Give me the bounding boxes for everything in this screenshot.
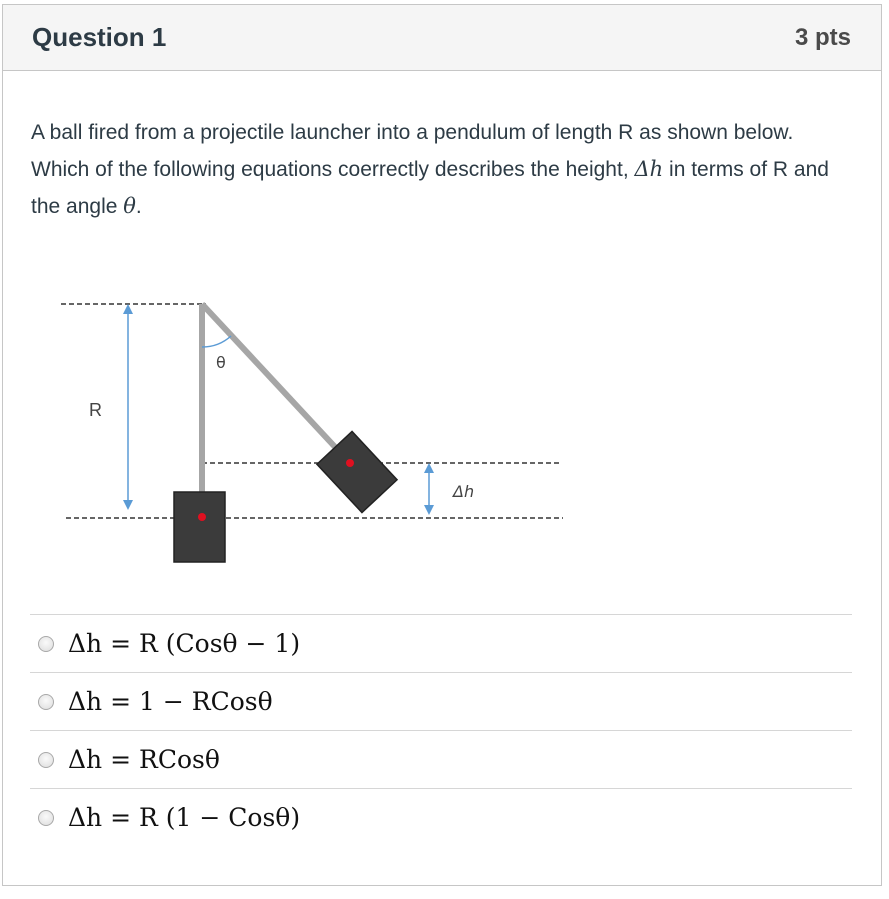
answer-text: Δh = 1 − RCosθ (68, 687, 273, 716)
swung-block-center (346, 459, 354, 467)
delta-h-arrow-bottom-head (424, 505, 434, 515)
question-text-part2: in terms of R and the angle (31, 158, 829, 218)
question-text-part3: . (135, 195, 142, 218)
question-title: Question 1 (32, 22, 167, 52)
answer-text: Δh = RCosθ (68, 745, 220, 774)
question-points: 3 pts (794, 23, 851, 51)
question-text (31, 115, 831, 225)
answer-list (30, 614, 852, 846)
question-body (3, 115, 881, 225)
answer-option-1[interactable] (30, 614, 852, 672)
question-text-part1: A ball fired from a projectile launcher into a pendulum of length R as shown below. Which of the following equations coerrectly describes the height, (31, 121, 794, 181)
answer-text: Δh = R (Cosθ − 1) (68, 629, 301, 658)
radio-button[interactable] (38, 636, 54, 652)
delta-h-label: Δh (453, 482, 475, 501)
r-arrow-top-head (123, 304, 133, 314)
answer-option-4[interactable] (30, 788, 852, 846)
answer-option-3[interactable] (30, 730, 852, 788)
r-arrow-bottom-head (123, 500, 133, 510)
delta-h-arrow-top-head (424, 463, 434, 473)
question-header (3, 5, 881, 71)
pendulum-diagram (56, 294, 576, 584)
answer-option-2[interactable] (30, 672, 852, 730)
radio-button[interactable] (38, 810, 54, 826)
theta-symbol: θ (123, 194, 136, 218)
radio-button[interactable] (38, 694, 54, 710)
hanging-block (174, 492, 225, 562)
radio-button[interactable] (38, 752, 54, 768)
theta-label: θ (216, 353, 226, 372)
answer-text: Δh = R (1 − Cosθ) (68, 803, 301, 832)
theta-arc (202, 336, 231, 347)
delta-h-symbol: Δh (634, 157, 664, 181)
hanging-block-center (198, 513, 206, 521)
swung-rod (202, 304, 349, 462)
r-label: R (89, 400, 102, 420)
